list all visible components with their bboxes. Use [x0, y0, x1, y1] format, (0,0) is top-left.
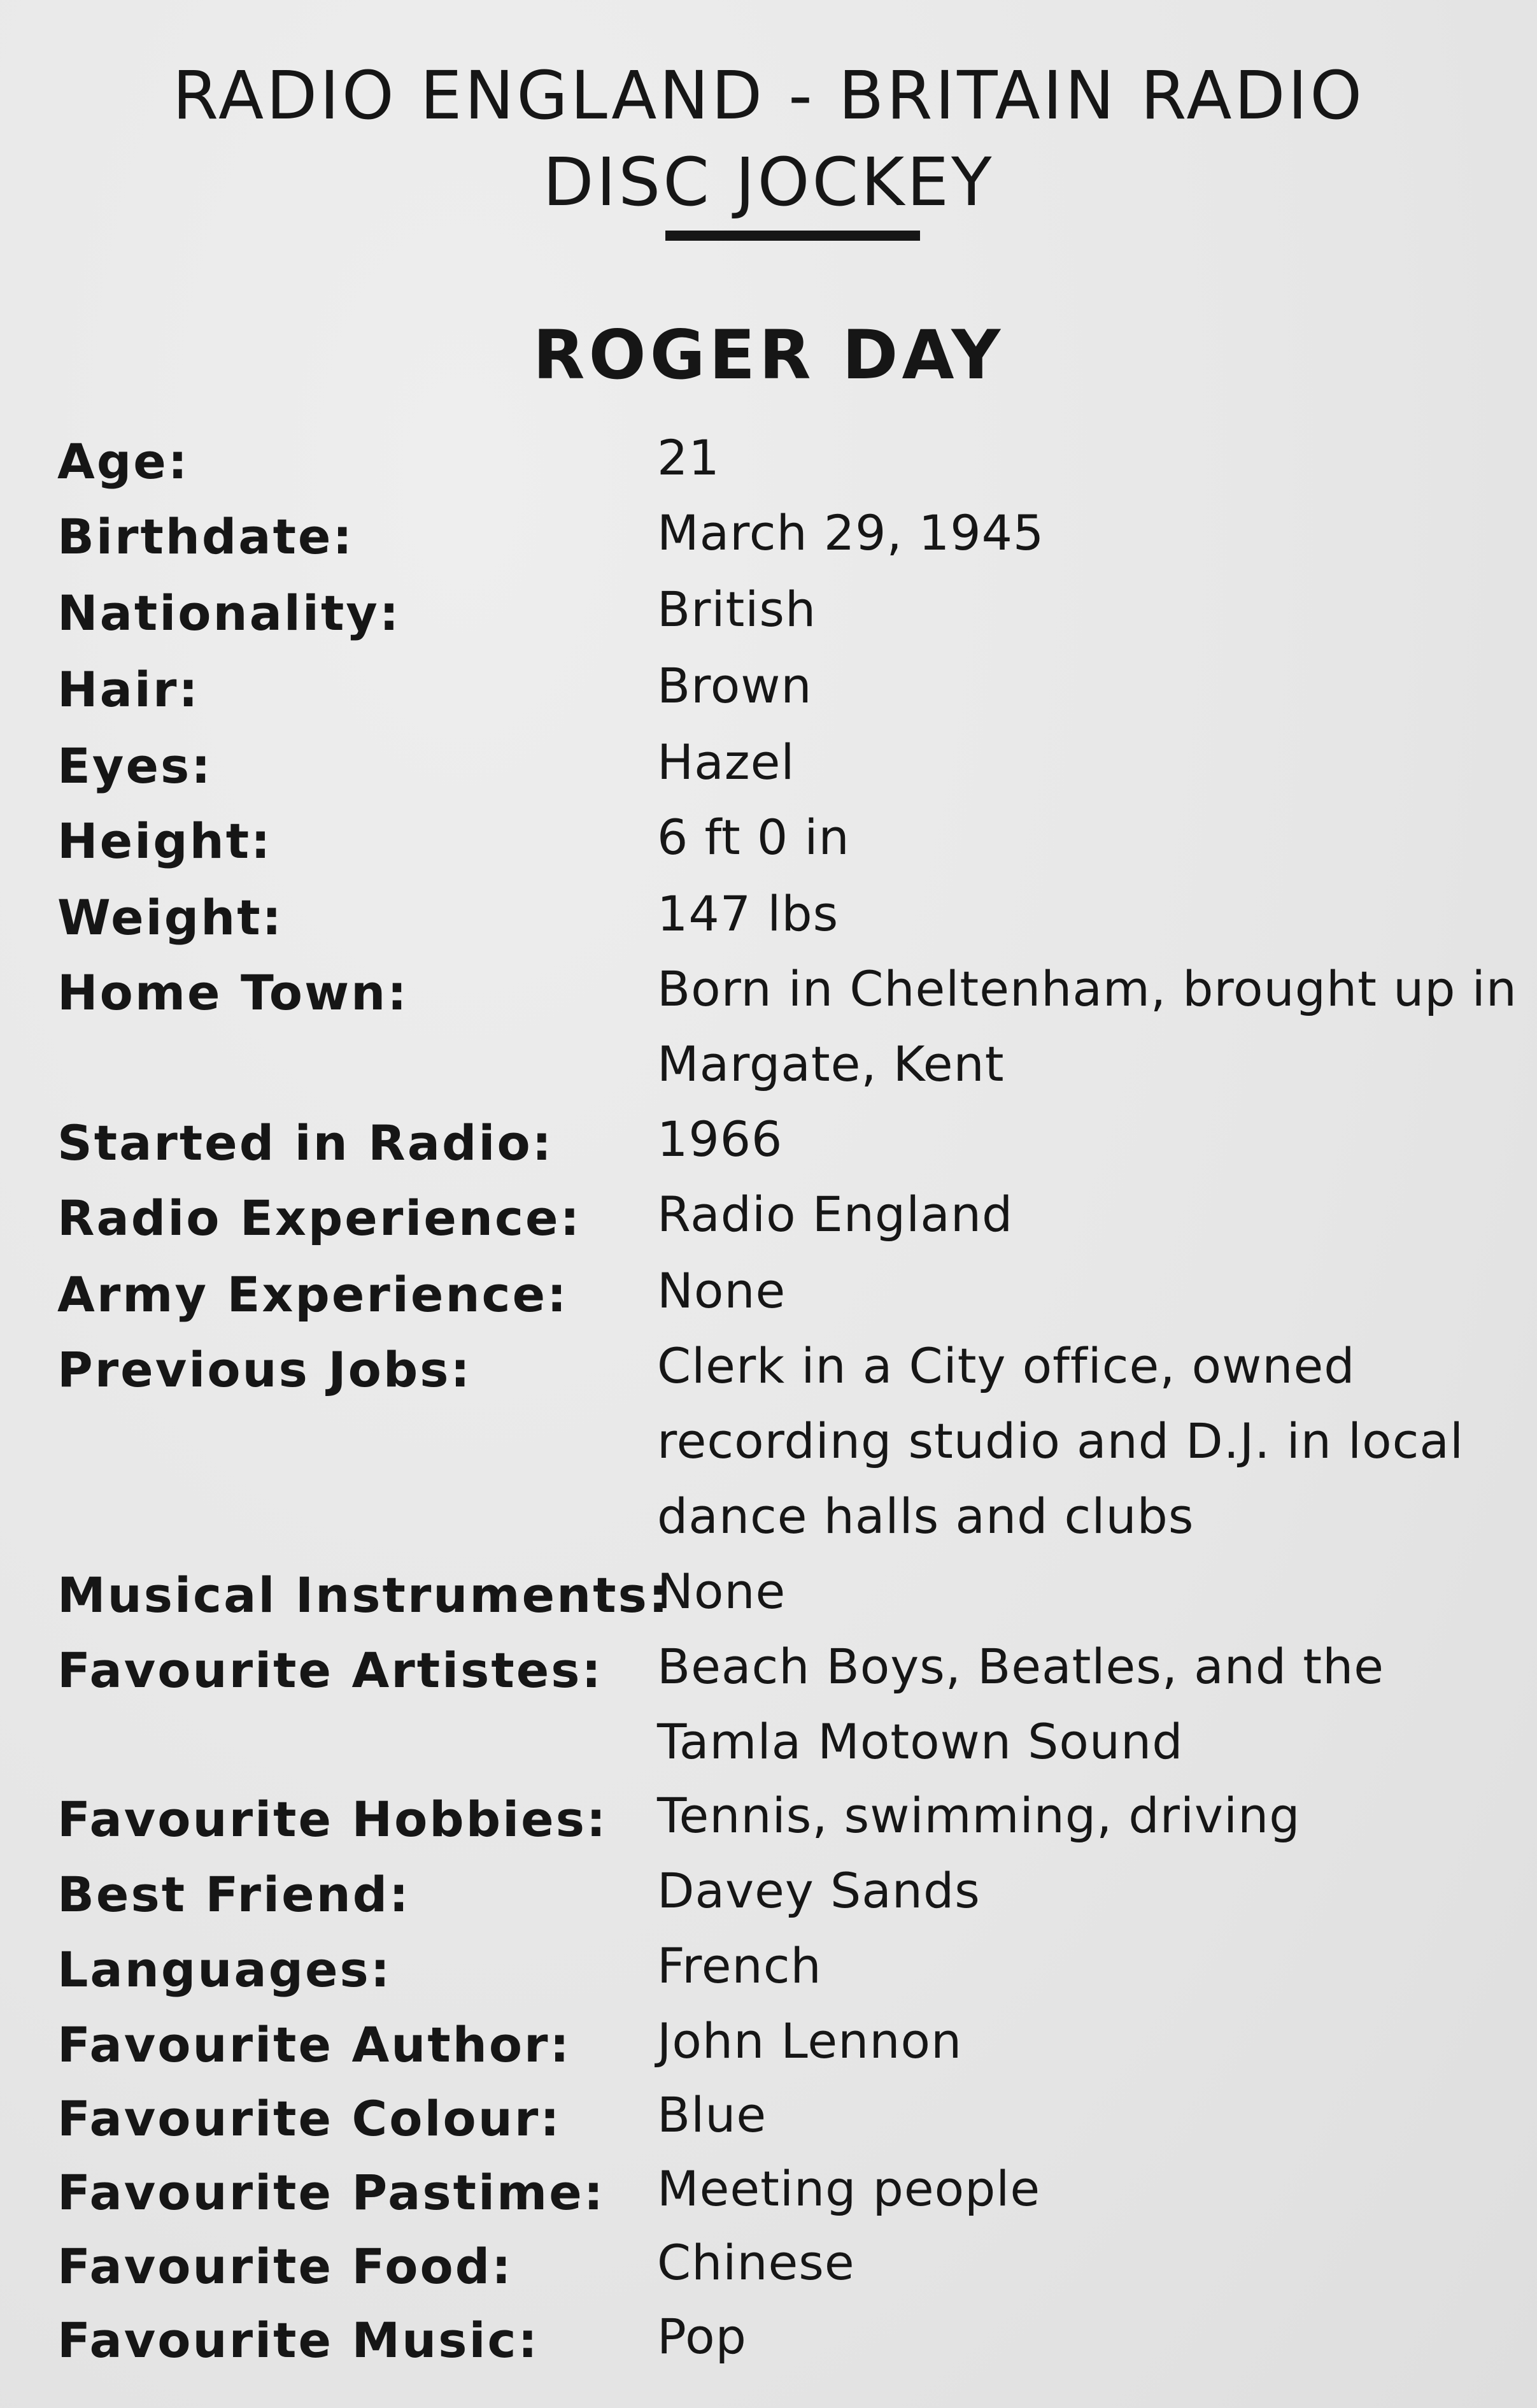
label-favourite-food: Favourite Food: [57, 2238, 513, 2295]
label-birthdate: Birthdate: [57, 508, 354, 565]
value-home-town: Born in Cheltenham, brought up in Margate, Kent [657, 960, 1517, 1092]
value-started-in-radio: 1966 [657, 1111, 783, 1167]
value-musical-instruments: None [657, 1563, 786, 1620]
label-hair: Hair: [57, 661, 200, 718]
label-radio-experience: Radio Experience: [57, 1190, 581, 1246]
role-title: DISC JOCKEY [542, 143, 995, 221]
label-age: Age: [57, 433, 190, 490]
value-birthdate: March 29, 1945 [657, 504, 1045, 561]
label-height: Height: [57, 813, 273, 869]
value-weight: 147 lbs [657, 885, 839, 942]
value-height: 6 ft 0 in [657, 809, 850, 866]
label-home-town: Home Town: [57, 964, 409, 1021]
value-favourite-music: Pop [657, 2308, 747, 2365]
label-favourite-artistes: Favourite Artistes: [57, 1642, 603, 1699]
value-nationality: British [657, 581, 817, 638]
value-eyes: Hazel [657, 734, 795, 790]
label-nationality: Nationality: [57, 585, 401, 641]
label-favourite-author: Favourite Author: [57, 2016, 571, 2073]
value-favourite-author: John Lennon [657, 2013, 963, 2069]
value-hair: Brown [657, 657, 812, 714]
label-started-in-radio: Started in Radio: [57, 1115, 554, 1171]
label-musical-instruments: Musical Instruments: [57, 1567, 670, 1623]
value-favourite-pastime: Meeting people [657, 2160, 1041, 2217]
label-favourite-colour: Favourite Colour: [57, 2090, 562, 2147]
value-languages: French [657, 1937, 822, 1994]
value-favourite-food: Chinese [657, 2234, 855, 2291]
value-favourite-hobbies: Tennis, swimming, driving [657, 1787, 1301, 1844]
label-languages: Languages: [57, 1941, 392, 1998]
value-favourite-colour: Blue [657, 2086, 767, 2143]
label-favourite-pastime: Favourite Pastime: [57, 2164, 606, 2221]
value-previous-jobs: Clerk in a City office, owned recording studio and D.J. in local dance halls and clubs [657, 1337, 1464, 1544]
label-army-experience: Army Experience: [57, 1266, 569, 1323]
value-best-friend: Davey Sands [657, 1862, 981, 1919]
value-age: 21 [657, 429, 720, 486]
label-weight: Weight: [57, 889, 283, 946]
label-eyes: Eyes: [57, 737, 213, 794]
value-radio-experience: Radio England [657, 1186, 1014, 1243]
station-title: RADIO ENGLAND - BRITAIN RADIO [172, 57, 1365, 134]
dj-name: ROGER DAY [532, 316, 1005, 394]
label-best-friend: Best Friend: [57, 1866, 411, 1923]
label-favourite-hobbies: Favourite Hobbies: [57, 1791, 608, 1848]
label-favourite-music: Favourite Music: [57, 2312, 539, 2369]
label-previous-jobs: Previous Jobs: [57, 1341, 472, 1398]
value-army-experience: None [657, 1262, 786, 1319]
value-favourite-artistes: Beach Boys, Beatles, and the Tamla Motown Sound [657, 1638, 1385, 1770]
